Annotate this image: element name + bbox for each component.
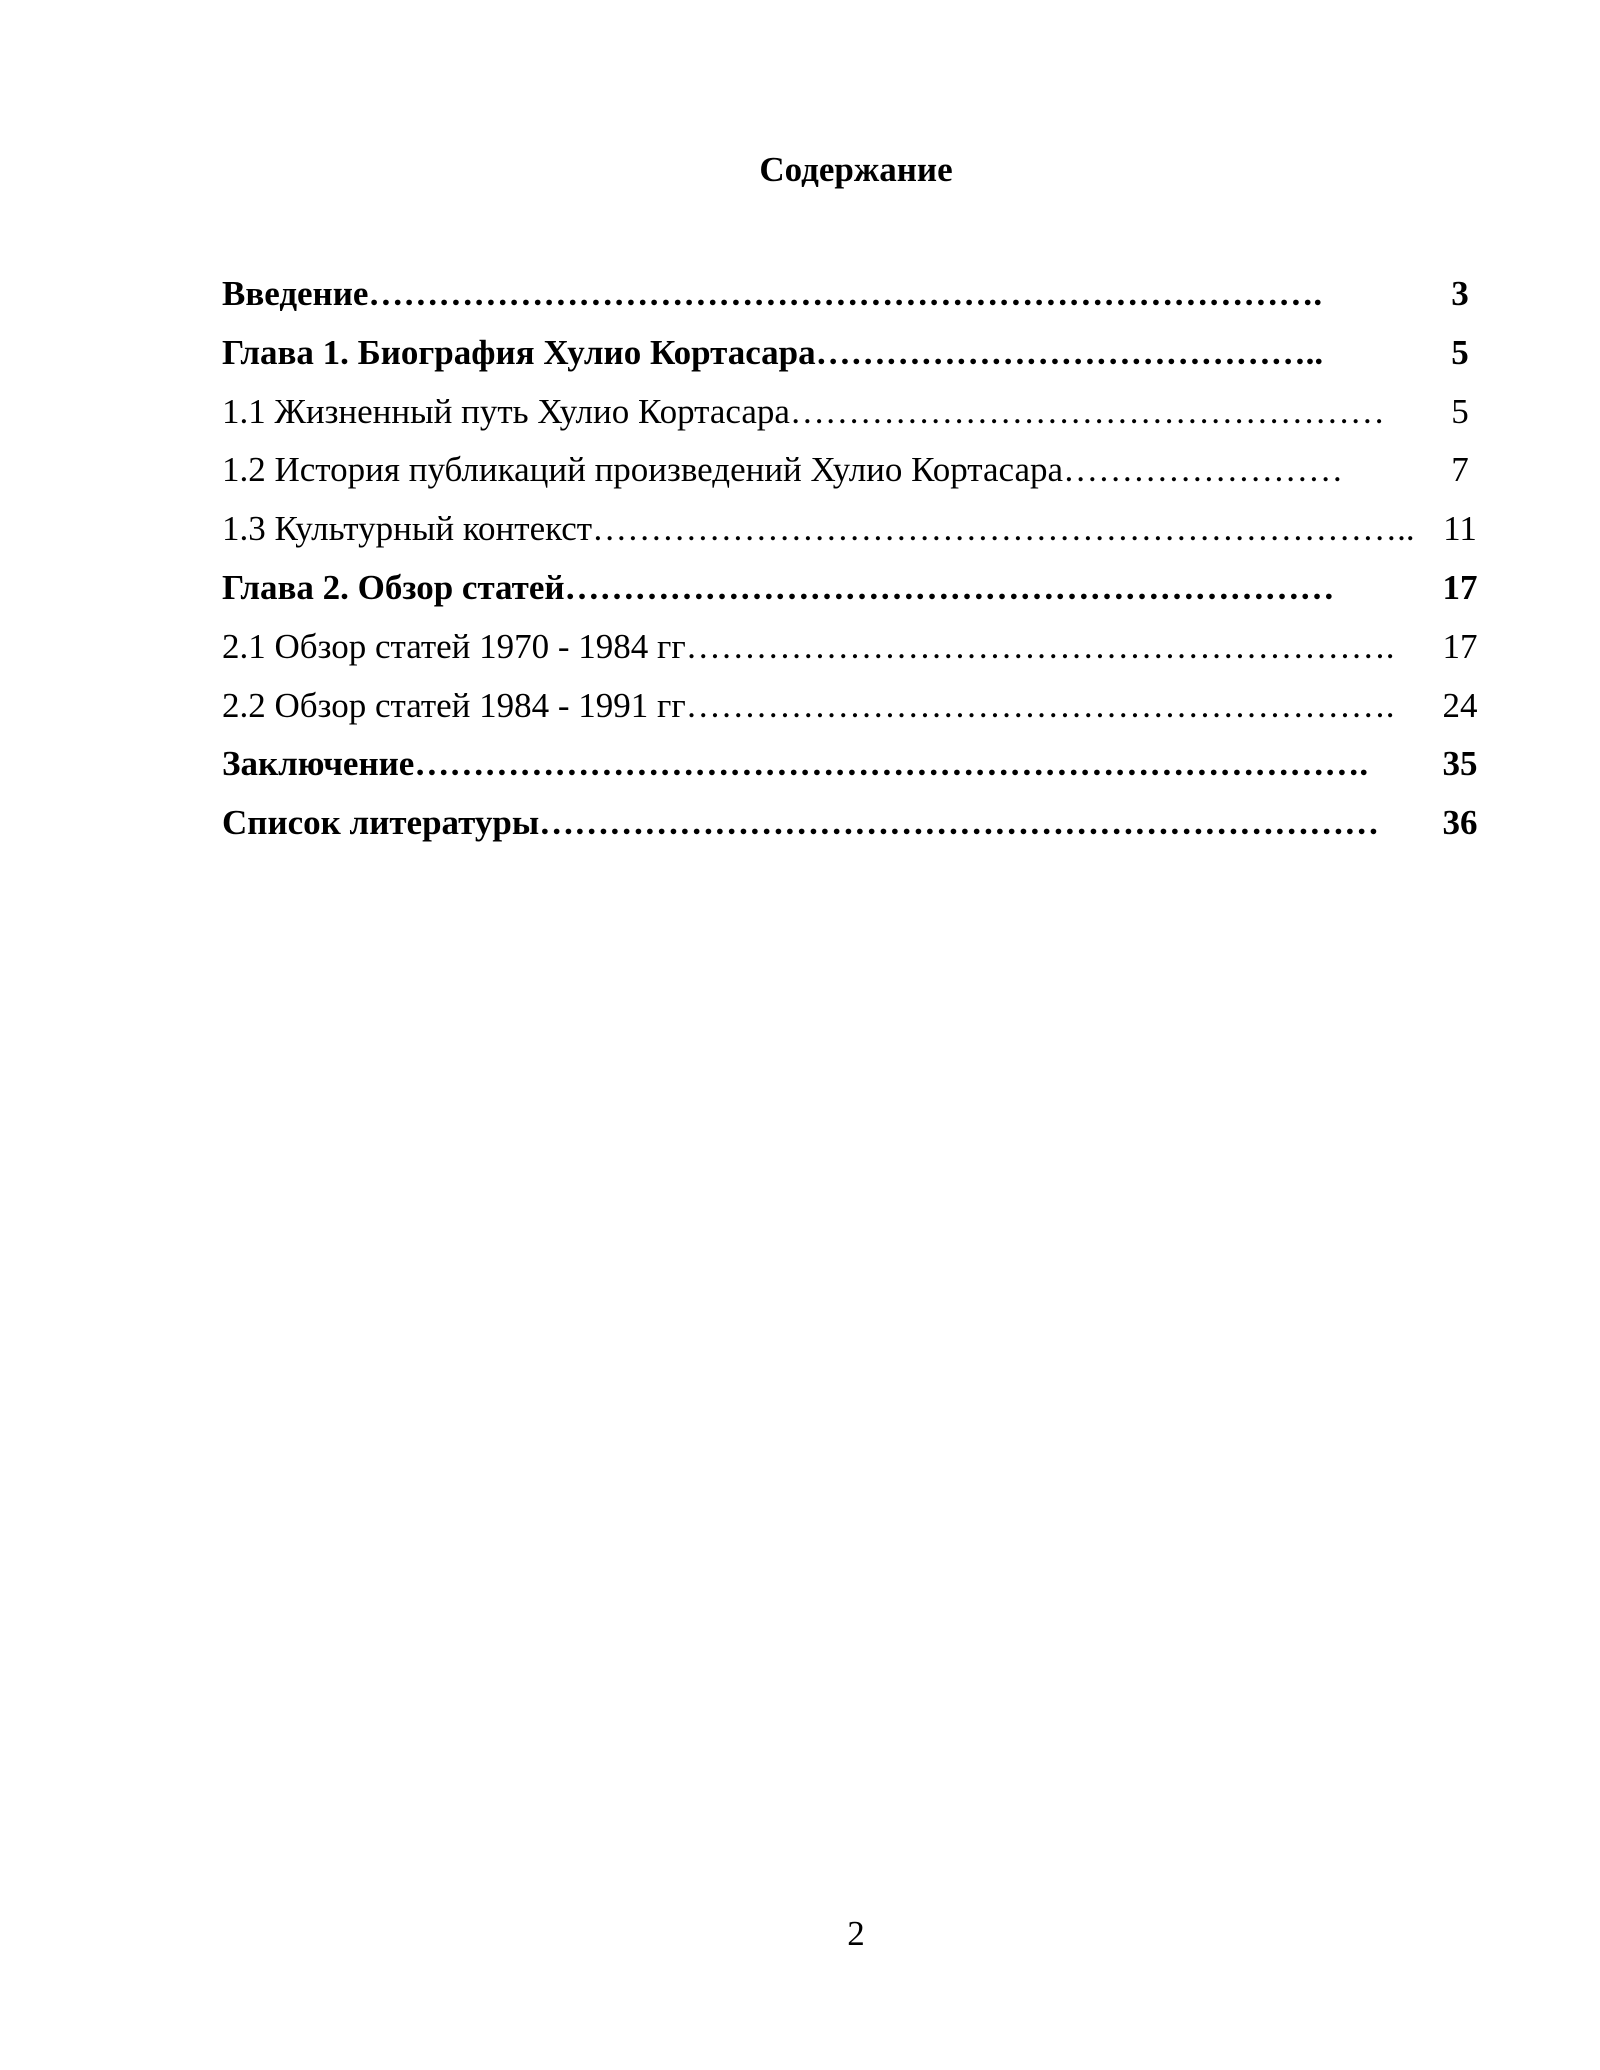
toc-entry-chapter-2 — [222, 566, 1490, 625]
toc-entry-text: 1.3 Культурный контекст…………………………………………………………….. — [222, 509, 1415, 549]
toc-entry-text: Глава 2. Обзор статей………………………………………………………… — [222, 567, 1335, 607]
toc-entry-page: 17 — [1442, 567, 1478, 607]
toc-entry-page: 5 — [1451, 391, 1469, 431]
toc-entry-chapter-1 — [222, 331, 1490, 390]
toc-entry-section-1-3 — [222, 507, 1490, 566]
toc-entry-introduction — [222, 272, 1490, 331]
toc-entry-page: 35 — [1442, 744, 1478, 784]
toc-entry-page: 3 — [1451, 274, 1469, 313]
toc-entry-page: 5 — [1451, 332, 1469, 372]
page-title: Содержание — [759, 150, 953, 189]
table-of-contents — [222, 272, 1490, 860]
toc-entry-page: 11 — [1443, 509, 1477, 549]
toc-entry-text: Глава 1. Биография Хулио Кортасара…………………………………….. — [222, 332, 1324, 372]
toc-entry-page: 24 — [1442, 685, 1478, 725]
toc-entry-text: 2.2 Обзор статей 1984 - 1991 гг……………………………………………………. — [222, 685, 1395, 725]
toc-entry-text: 1.2 История публикаций произведений Хулио Кортасара…………………… — [222, 450, 1344, 490]
toc-entry-text: 2.1 Обзор статей 1970 - 1984 гг……………………………………………………. — [222, 626, 1395, 666]
toc-entry-section-2-1 — [222, 625, 1490, 684]
toc-entry-page: 17 — [1442, 626, 1478, 666]
toc-entry-text: 1.1 Жизненный путь Хулио Кортасара…………………………………………… — [222, 391, 1385, 431]
toc-entry-page: 36 — [1442, 803, 1478, 843]
toc-entry-conclusion — [222, 742, 1490, 801]
toc-entry-text: Список литературы……………………………………………………………… — [222, 803, 1380, 843]
toc-entry-text: Введение………………………………………………………………………. — [222, 274, 1323, 313]
toc-entry-references — [222, 801, 1490, 860]
toc-entry-text: Заключение………………………………………………………………………. — [222, 744, 1369, 784]
toc-entry-section-1-1 — [222, 390, 1490, 449]
toc-entry-page: 7 — [1451, 450, 1469, 490]
page-number: 2 — [847, 1914, 865, 1953]
toc-entry-section-2-2 — [222, 684, 1490, 743]
toc-entry-section-1-2 — [222, 448, 1490, 507]
